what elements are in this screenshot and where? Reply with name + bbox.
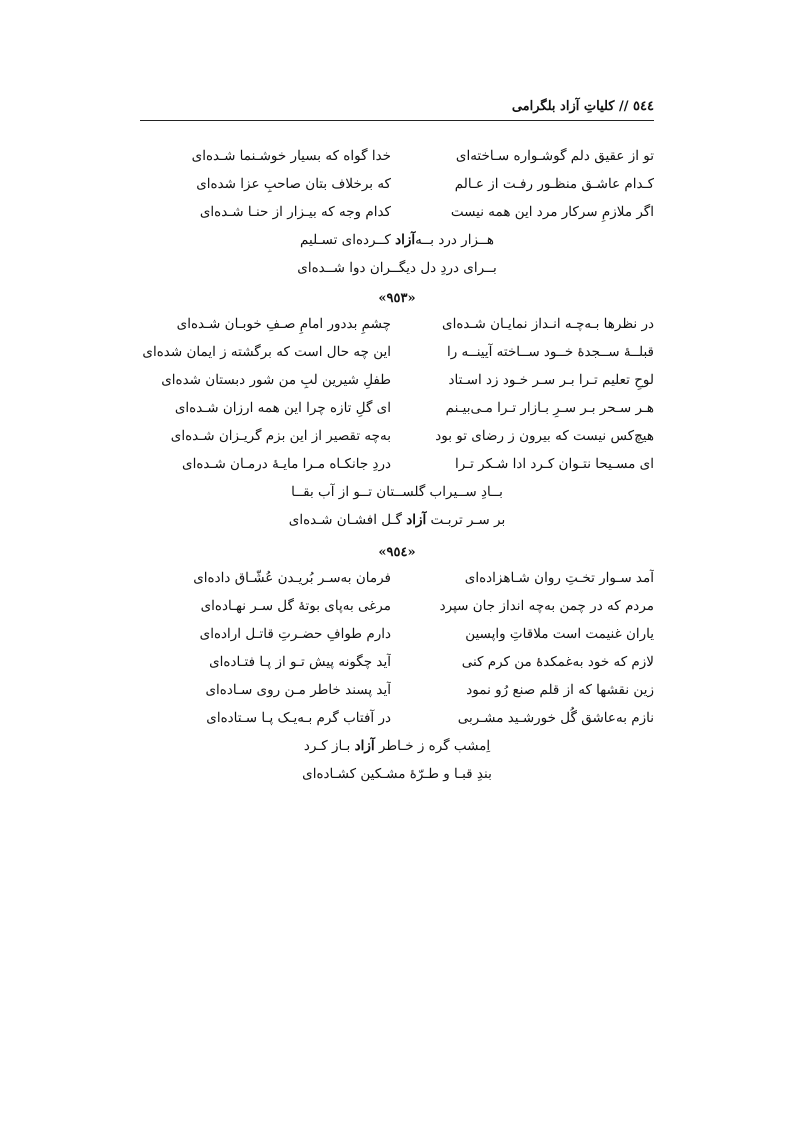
couplet bbox=[140, 170, 654, 198]
hemistich-first: آمد سـوار تخـتِ روان شـاهزاده‌ای bbox=[464, 570, 654, 586]
poem-number: «٩٥٤» bbox=[378, 545, 416, 560]
closing-line: بندِ قبـا و طـرّهٔ مشـکین کشـاده‌ای bbox=[302, 766, 492, 782]
hemistich-first: اگر ملازمِ سرکار مرد این همه نیست bbox=[450, 204, 654, 220]
hemistich-first: لوحِ تعلیم تـرا بـر سـر خـود زد اسـتاد bbox=[448, 372, 654, 388]
couplet bbox=[140, 620, 654, 648]
couplet bbox=[140, 676, 654, 704]
hemistich-first: لازم که خود به‌غمکدهٔ من کرم کنی bbox=[461, 654, 654, 670]
couplet bbox=[140, 450, 654, 478]
hemistich-first: نازم به‌عاشق گُل خورشـید مشـربی bbox=[457, 710, 654, 726]
hemistich-first: مردم که در چمن به‌چه انداز جان سپرد bbox=[439, 598, 654, 614]
hemistich-second: به‌چه تقصیر از این بزم گریـزان شـده‌ای bbox=[170, 428, 391, 444]
hemistich-second: آید پسند خاطر مـن روی سـاده‌ای bbox=[205, 682, 391, 698]
couplet bbox=[140, 648, 654, 676]
closing-line: اِمشب گره ز خـاطر آزاد بـاز کـرد bbox=[303, 738, 491, 754]
couplet bbox=[140, 704, 654, 732]
couplet bbox=[140, 198, 654, 226]
pen-name: آزاد bbox=[406, 512, 427, 528]
closing-line: بــرای دردِ دل دیگــران دوا شــده‌ای bbox=[297, 260, 497, 276]
couplet bbox=[140, 142, 654, 170]
hemistich-second: دارم طوافِ حضـرتِ قاتـل اراده‌ای bbox=[199, 626, 391, 642]
couplet bbox=[140, 564, 654, 592]
hemistich-second: این چه حال است که برگشته ز ایمان شده‌ای bbox=[142, 344, 391, 360]
pen-name: آزاد bbox=[354, 738, 375, 754]
hemistich-first: زین نقشها که از قلم صنع رُو نمود bbox=[466, 682, 654, 698]
hemistich-second: ای گلِ تازه چرا این همه ارزان شـده‌ای bbox=[174, 400, 391, 416]
hemistich-second: دردِ جانکـاه مـرا مایـهٔ درمـان شـده‌ای bbox=[182, 456, 391, 472]
hemistich-second: مرغی به‌پای بوتهٔ گل سـر نهـاده‌ای bbox=[200, 598, 391, 614]
hemistich-first: ای مسـیحا نتـوان کـرد ادا شـکر تـرا bbox=[454, 456, 654, 472]
poem-continuation bbox=[140, 142, 654, 282]
poem-954 bbox=[140, 542, 654, 788]
page-header bbox=[140, 97, 654, 121]
couplet bbox=[140, 422, 654, 450]
hemistich-first: تو از عقیق دلم گوشـواره سـاخته‌ای bbox=[455, 148, 654, 164]
couplet bbox=[140, 338, 654, 366]
hemistich-second: در آفتاب گرم بـه‌یـک پـا سـتاده‌ای bbox=[206, 710, 391, 726]
hemistich-first: قبلــهٔ ســجدهٔ خــود ســاخته آیینــه را bbox=[446, 344, 654, 360]
couplet bbox=[140, 366, 654, 394]
hemistich-first: یاران غنیمت است ملاقاتِ واپسین bbox=[465, 626, 654, 642]
hemistich-first: کـدام عاشـق منظـور رفـت از عـالم bbox=[454, 176, 654, 192]
hemistich-first: در نظرها بـه‌چـه انـداز نمایـان شـده‌ای bbox=[442, 316, 654, 332]
header-rule bbox=[140, 120, 654, 121]
hemistich-second: کدام وجه که بیـزار از حنـا شـده‌ای bbox=[199, 204, 391, 220]
closing-line: بر سـر تربـت آزاد گـل افشـان شـده‌ای bbox=[288, 512, 506, 528]
closing-line: هــزار درد بــه‌آزاد کــرده‌ای تسـلیم bbox=[300, 232, 494, 248]
poem-number: «٩٥٣» bbox=[378, 291, 416, 306]
hemistich-second: چشمِ بددور امامِ صـفِ خوبـان شـده‌ای bbox=[176, 316, 391, 332]
hemistich-first: هیچ‌کس نیست که بیرون ز رضای تو بود bbox=[435, 428, 654, 444]
couplet bbox=[140, 394, 654, 422]
running-title: ٥٤٤ // کلیاتِ آزاد بلگرامی bbox=[511, 99, 654, 114]
hemistich-first: هـر سـحر بـر سـرِ بـازار تـرا مـی‌بیـنم bbox=[445, 400, 654, 416]
couplet bbox=[140, 310, 654, 338]
closing-line: بــادِ ســیراب گلســتان تــو از آب بقــا bbox=[291, 484, 503, 500]
couplet bbox=[140, 592, 654, 620]
hemistich-second: طفلِ شیرین لبِ من شور دبستان شده‌ای bbox=[161, 372, 391, 388]
hemistich-second: فرمان به‌سـر بُریـدن عُشّـاق داده‌ای bbox=[193, 570, 391, 586]
hemistich-second: خدا گواه که بسیار خوشـنما شـده‌ای bbox=[191, 148, 391, 164]
hemistich-second: که برخلاف بتان صاحبِ عزا شده‌ای bbox=[196, 176, 391, 192]
poem-953 bbox=[140, 288, 654, 534]
hemistich-second: آید چگونه پیش تـو از پـا فتـاده‌ای bbox=[209, 654, 391, 670]
pen-name: آزاد bbox=[395, 232, 416, 248]
